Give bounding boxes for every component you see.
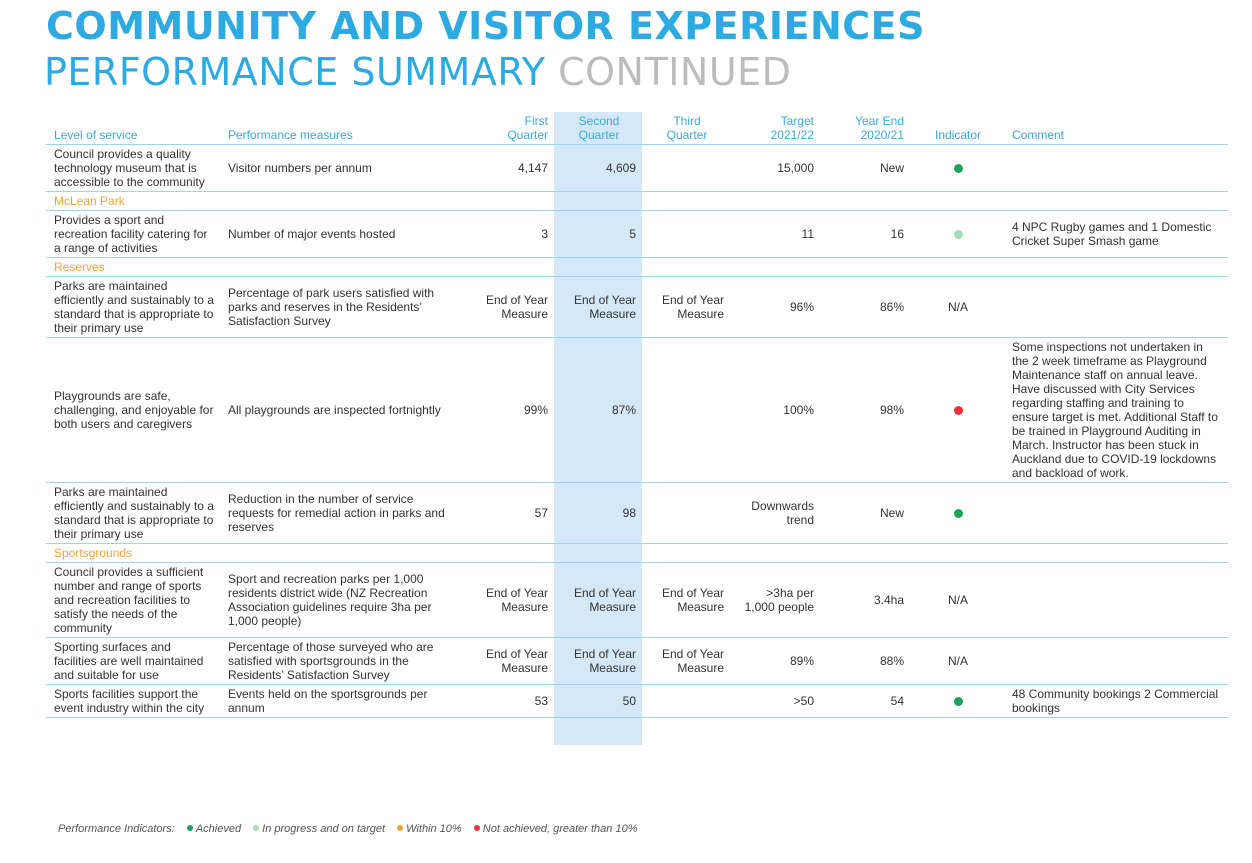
header-performance-measures: Performance measures: [220, 112, 456, 145]
indicator-cell: [910, 638, 1004, 685]
achieved-indicator-icon: [954, 697, 963, 706]
legend-not-achieved: [471, 823, 638, 835]
page-subtitle: [44, 50, 791, 94]
target-cell: >3ha per 1,000 people: [730, 563, 820, 638]
legend-achieved-label: Achieved: [195, 823, 242, 835]
header-year-end-line1: Year End: [855, 114, 904, 128]
second-quarter-cell: End of Year Measure: [554, 563, 642, 638]
level-of-service-cell: Parks are maintained efficiently and sustainably to a standard that is appropriate to their primary use: [46, 277, 220, 338]
indicator-cell: [910, 685, 1004, 718]
performance-measure-cell: All playgrounds are inspected fortnightly: [220, 338, 456, 483]
performance-measure-cell: Visitor numbers per annum: [220, 145, 456, 192]
not-achieved-dot-icon: [474, 825, 480, 831]
level-of-service-cell: Sporting surfaces and facilities are well maintained and suitable for use: [46, 638, 220, 685]
indicator-cell: [910, 145, 1004, 192]
third-quarter-cell: [642, 483, 730, 544]
performance-measure-cell: Sport and recreation parks per 1,000 residents district wide (NZ Recreation Association guidelines require 3ha per 1,000 people): [220, 563, 456, 638]
header-indicator: Indicator: [910, 112, 1004, 145]
year-end-cell: 98%: [820, 338, 910, 483]
legend-achieved: [184, 823, 241, 835]
header-third-quarter-line1: Third: [673, 114, 701, 128]
first-quarter-cell: 3: [456, 211, 554, 258]
target-cell: 11: [730, 211, 820, 258]
table-row: [46, 483, 1228, 544]
target-cell: 89%: [730, 638, 820, 685]
year-end-cell: 54: [820, 685, 910, 718]
first-quarter-cell: 57: [456, 483, 554, 544]
indicator-cell: [910, 211, 1004, 258]
performance-measure-cell: Reduction in the number of service requests for remedial action in parks and reserves: [220, 483, 456, 544]
third-quarter-cell: End of Year Measure: [642, 638, 730, 685]
second-quarter-cell: 98: [554, 483, 642, 544]
table-row: [46, 338, 1228, 483]
table-row: [46, 638, 1228, 685]
header-first-quarter-line2: Quarter: [507, 128, 548, 142]
first-quarter-cell: End of Year Measure: [456, 638, 554, 685]
performance-measure-cell: Percentage of park users satisfied with parks and reserves in the Residents’ Satisfaction Survey: [220, 277, 456, 338]
header-year-end: [820, 112, 910, 145]
comment-cell: [1004, 638, 1228, 685]
target-cell: 96%: [730, 277, 820, 338]
year-end-cell: 3.4ha: [820, 563, 910, 638]
first-quarter-cell: 53: [456, 685, 554, 718]
first-quarter-cell: End of Year Measure: [456, 277, 554, 338]
target-cell: 100%: [730, 338, 820, 483]
indicator-cell: [910, 277, 1004, 338]
legend-not-achieved-label: Not achieved, greater than 10%: [482, 823, 638, 835]
table-row: [46, 145, 1228, 192]
not-achieved-indicator-icon: [954, 406, 963, 415]
year-end-cell: 86%: [820, 277, 910, 338]
section-row: [46, 192, 1228, 211]
third-quarter-cell: [642, 211, 730, 258]
first-quarter-cell: 99%: [456, 338, 554, 483]
header-second-quarter-line1: Second: [578, 114, 620, 128]
performance-indicators-legend: [58, 823, 643, 835]
legend-in-progress: [250, 823, 385, 835]
comment-cell: [1004, 277, 1228, 338]
header-third-quarter-line2: Quarter: [666, 128, 708, 142]
table-row: [46, 277, 1228, 338]
section-row: [46, 258, 1228, 277]
third-quarter-cell: [642, 338, 730, 483]
year-end-cell: New: [820, 483, 910, 544]
legend-within-10-label: Within 10%: [406, 823, 462, 835]
performance-measure-cell: Events held on the sportsgrounds per annum: [220, 685, 456, 718]
table-row: [46, 563, 1228, 638]
header-comment: Comment: [1004, 112, 1228, 145]
in-progress-dot-icon: [253, 825, 259, 831]
section-heading: McLean Park: [46, 192, 1228, 211]
third-quarter-cell: End of Year Measure: [642, 277, 730, 338]
table-row: [46, 685, 1228, 718]
level-of-service-cell: Sports facilities support the event industry within the city: [46, 685, 220, 718]
header-third-quarter: [642, 112, 730, 145]
comment-cell: 48 Community bookings 2 Commercial bookings: [1004, 685, 1228, 718]
section-row: [46, 544, 1228, 563]
third-quarter-cell: End of Year Measure: [642, 563, 730, 638]
level-of-service-cell: Provides a sport and recreation facility catering for a range of activities: [46, 211, 220, 258]
within-10-dot-icon: [397, 825, 403, 831]
header-second-quarter-line2: Quarter: [578, 128, 620, 142]
year-end-cell: 16: [820, 211, 910, 258]
performance-measure-cell: Number of major events hosted: [220, 211, 456, 258]
level-of-service-cell: Parks are maintained efficiently and sustainably to a standard that is appropriate to their primary use: [46, 483, 220, 544]
page-title: COMMUNITY AND VISITOR EXPERIENCES: [46, 4, 925, 48]
second-quarter-cell: 4,609: [554, 145, 642, 192]
level-of-service-cell: Council provides a quality technology museum that is accessible to the community: [46, 145, 220, 192]
table-header-row: [46, 112, 1228, 145]
second-quarter-cell: 5: [554, 211, 642, 258]
indicator-cell: [910, 338, 1004, 483]
header-level-of-service: Level of service: [46, 112, 220, 145]
header-second-quarter: [554, 112, 642, 145]
target-cell: Downwards trend: [730, 483, 820, 544]
first-quarter-cell: End of Year Measure: [456, 563, 554, 638]
third-quarter-cell: [642, 685, 730, 718]
in-progress-indicator-icon: [954, 230, 963, 239]
target-cell: 15,000: [730, 145, 820, 192]
table-row: [46, 211, 1228, 258]
section-heading: Reserves: [46, 258, 1228, 277]
indicator-text: N/A: [947, 654, 968, 668]
subtitle-main: PERFORMANCE SUMMARY: [44, 50, 546, 94]
achieved-indicator-icon: [954, 164, 963, 173]
header-first-quarter-line1: First: [524, 114, 548, 128]
subtitle-continued: CONTINUED: [558, 50, 792, 94]
second-quarter-cell: 50: [554, 685, 642, 718]
indicator-cell: [910, 563, 1004, 638]
header-target-line1: Target: [780, 114, 814, 128]
year-end-cell: 88%: [820, 638, 910, 685]
comment-cell: 4 NPC Rugby games and 1 Domestic Cricket Super Smash game: [1004, 211, 1228, 258]
indicator-text: N/A: [947, 300, 968, 314]
header-year-end-line2: 2020/21: [860, 128, 904, 142]
second-quarter-cell: 87%: [554, 338, 642, 483]
legend-label: Performance Indicators:: [58, 823, 175, 835]
comment-cell: Some inspections not undertaken in the 2 week timeframe as Playground Maintenance staff on annual leave. Have discussed with City Services regarding staffing and training to ensure target is met. Additional Staff to be trained in Playground Auditing in March. Instructor has been stuck in Auckland due to COVID-19 lockdowns and backload of work.: [1004, 338, 1228, 483]
legend-within-10: [394, 823, 462, 835]
second-quarter-cell: End of Year Measure: [554, 638, 642, 685]
header-target: [730, 112, 820, 145]
indicator-text: N/A: [947, 593, 968, 607]
comment-cell: [1004, 483, 1228, 544]
achieved-dot-icon: [187, 825, 193, 831]
second-quarter-cell: End of Year Measure: [554, 277, 642, 338]
third-quarter-cell: [642, 145, 730, 192]
achieved-indicator-icon: [954, 509, 963, 518]
year-end-cell: New: [820, 145, 910, 192]
comment-cell: [1004, 563, 1228, 638]
level-of-service-cell: Council provides a sufficient number and range of sports and recreation facilities to satisfy the needs of the community: [46, 563, 220, 638]
header-first-quarter: [456, 112, 554, 145]
performance-table: [46, 112, 1228, 718]
indicator-cell: [910, 483, 1004, 544]
target-cell: >50: [730, 685, 820, 718]
level-of-service-cell: Playgrounds are safe, challenging, and enjoyable for both users and caregivers: [46, 338, 220, 483]
section-heading: Sportsgrounds: [46, 544, 1228, 563]
header-target-line2: 2021/22: [770, 128, 814, 142]
performance-measure-cell: Percentage of those surveyed who are satisfied with sportsgrounds in the Residents’ Satisfaction Survey: [220, 638, 456, 685]
first-quarter-cell: 4,147: [456, 145, 554, 192]
legend-in-progress-label: In progress and on target: [262, 823, 386, 835]
comment-cell: [1004, 145, 1228, 192]
